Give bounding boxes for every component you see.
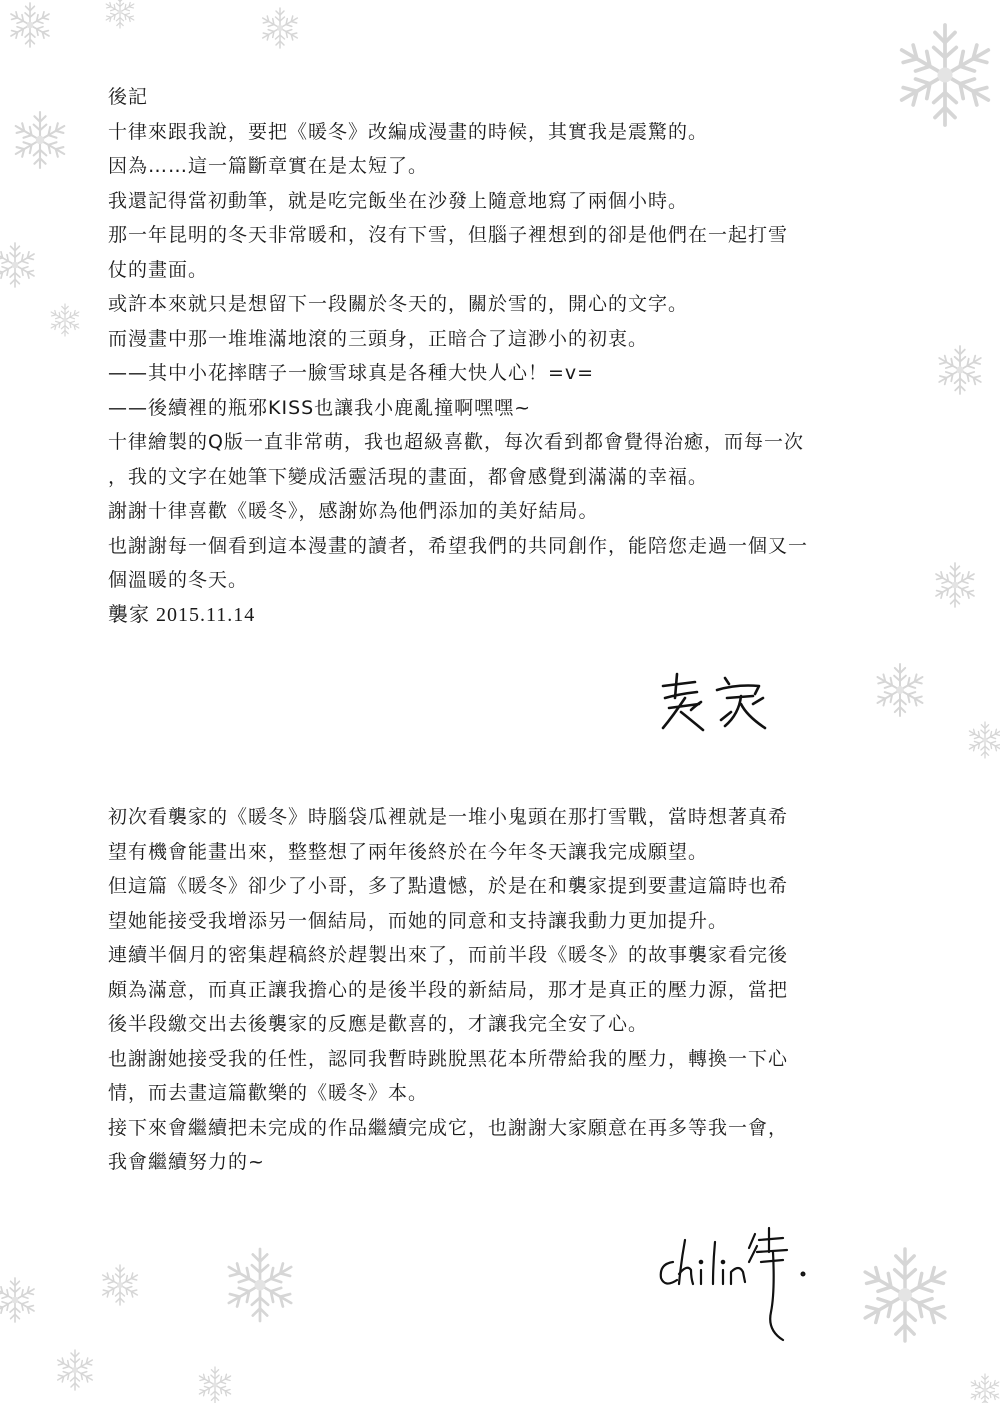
text-line: 後半段繳交出去後襲家的反應是歡喜的，才讓我完全安了心。 bbox=[108, 1013, 649, 1035]
text-line: 那一年昆明的冬天非常暖和，沒有下雪，但腦子裡想到的卻是他們在一起打雪 bbox=[108, 224, 789, 246]
snowflake-icon bbox=[967, 722, 1000, 758]
text-line: 連續半個月的密集趕稿終於趕製出來了，而前半段《暖冬》的故事襲家看完後 bbox=[108, 944, 789, 966]
snowflake-icon bbox=[933, 563, 976, 607]
text-line: 但這篇《暖冬》卻少了小哥，多了點遺憾，於是在和襲家提到要畫這篇時也希 bbox=[108, 875, 789, 897]
text-line: 我還記得當初動筆，就是吃完飯坐在沙發上隨意地寫了兩個小時。 bbox=[108, 189, 689, 212]
snowflake-icon bbox=[197, 1367, 232, 1403]
text-line: 情，而去畫這篇歡樂的《暖冬》本。 bbox=[108, 1082, 429, 1104]
text-line: 望她能接受我增添另一個結局，而她的同意和支持讓我動力更加提升。 bbox=[108, 909, 729, 932]
text-line: ——其中小花摔瞎子一臉雪球真是各種大快人心！=v= bbox=[108, 362, 595, 384]
snowflake-icon bbox=[49, 304, 80, 336]
text-line: 也謝謝每一個看到這本漫畫的讀者，希望我們的共同創作，能陪您走過一個又一 bbox=[108, 534, 809, 557]
snowflake-icon bbox=[100, 1265, 139, 1305]
text-line: ——後續裡的瓶邪KISS也讓我小鹿亂撞啊嘿嘿~ bbox=[108, 396, 532, 419]
author-signoff: 襲家 2015.11.14 bbox=[108, 603, 256, 626]
artist-signature bbox=[655, 1212, 815, 1347]
snowflake-icon bbox=[8, 3, 51, 47]
snowflake-icon bbox=[860, 1249, 950, 1341]
author-note bbox=[108, 80, 928, 632]
text-line: 也謝謝她接受我的任性，認同我暫時跳脫黑花本所帶給我的壓力，轉換一下心 bbox=[108, 1047, 789, 1070]
text-line: 因為……這一篇斷章實在是太短了。 bbox=[108, 155, 429, 177]
text-line: 初次看襲家的《暖冬》時腦袋瓜裡就是一堆小鬼頭在那打雪戰，當時想著真希 bbox=[108, 806, 789, 828]
text-line: 或許本來就只是想留下一段關於冬天的，關於雪的，開心的文字。 bbox=[108, 293, 689, 315]
afterword-heading: 後記 bbox=[108, 86, 149, 108]
snowflake-icon bbox=[13, 112, 68, 168]
snowflake-icon bbox=[0, 1278, 37, 1322]
snowflake-icon bbox=[104, 0, 135, 28]
artist-note bbox=[108, 800, 928, 1180]
snowflake-icon bbox=[0, 243, 37, 287]
snowflake-icon bbox=[937, 346, 984, 394]
text-line: 個溫暖的冬天。 bbox=[108, 569, 249, 591]
text-line: 頗為滿意，而真正讓我擔心的是後半段的新結局，那才是真正的壓力源，當把 bbox=[108, 978, 789, 1001]
author-signature bbox=[655, 668, 790, 738]
snowflake-icon bbox=[875, 664, 926, 716]
text-line: 謝謝十律喜歡《暖冬》，感謝妳為他們添加的美好結局。 bbox=[108, 500, 599, 522]
text-line: 十律來跟我說，要把《暖冬》改編成漫畫的時候，其實我是震驚的。 bbox=[108, 120, 709, 143]
snowflake-icon bbox=[969, 1374, 1000, 1403]
snowflake-icon bbox=[55, 1350, 94, 1390]
snowflake-icon bbox=[225, 1249, 295, 1321]
text-line: 而漫畫中那一堆堆滿地滾的三頭身，正暗合了這渺小的初衷。 bbox=[108, 327, 649, 350]
snowflake-icon bbox=[260, 8, 299, 48]
text-line: ，我的文字在她筆下變成活靈活現的畫面，都會感覺到滿滿的幸福。 bbox=[108, 465, 709, 488]
text-line: 十律繪製的Q版一直非常萌，我也超級喜歡，每次看到都會覺得治癒，而每一次 bbox=[108, 431, 804, 453]
text-line: 接下來會繼續把未完成的作品繼續完成它，也謝謝大家願意在再多等我一會， bbox=[108, 1116, 789, 1139]
text-line: 仗的畫面。 bbox=[108, 258, 209, 281]
text-line: 我會繼續努力的~ bbox=[108, 1151, 265, 1173]
text-line: 望有機會能畫出來，整整想了兩年後終於在今年冬天讓我完成願望。 bbox=[108, 840, 709, 863]
